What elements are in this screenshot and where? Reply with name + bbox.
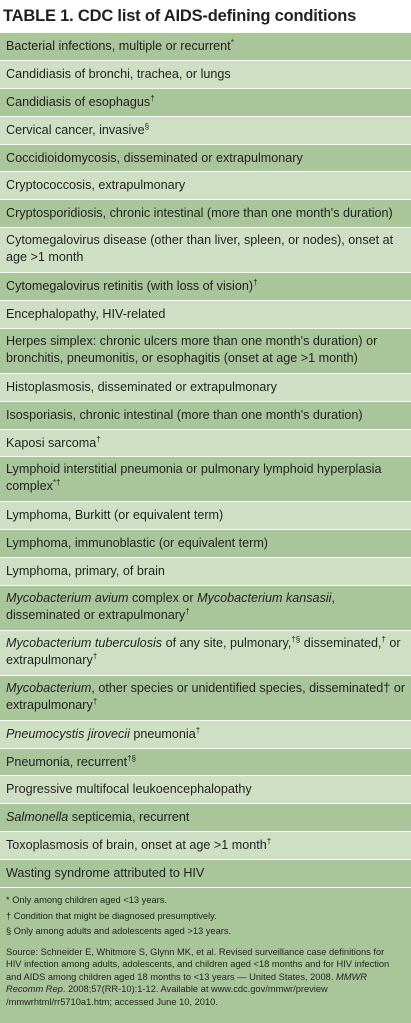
table-row	[0, 860, 411, 888]
cell-text: Salmonella	[6, 810, 69, 825]
cell-text: , other species or unidentified species, disseminated† or extrapulmonary	[6, 680, 406, 712]
table-row	[0, 804, 411, 832]
footnote-marker: §	[144, 121, 150, 131]
cell-text: Mycobacterium avium	[6, 591, 129, 606]
footnote-marker: †	[185, 606, 190, 616]
cell-text: of any site, pulmonary,	[162, 635, 292, 650]
cell-text: Mycobacterium kansasii	[197, 591, 332, 606]
footnote-adults: § Only among adults and adolescents aged >13 years.	[6, 926, 232, 937]
footnote-marker: †	[195, 725, 201, 735]
cell-text: Wasting syndrome attributed to HIV	[6, 866, 205, 881]
table-row	[0, 228, 411, 273]
footnote-children: * Only among children aged <13 years.	[6, 895, 167, 906]
cell-text: Mycobacterium	[6, 680, 92, 695]
table-row	[0, 631, 411, 676]
table-row	[0, 530, 411, 558]
table-row	[0, 832, 411, 860]
cell-text: Encephalopathy, HIV-related	[6, 307, 166, 322]
footnote-marker: †	[253, 277, 258, 287]
table-footnotes	[0, 888, 411, 1023]
conditions-table	[0, 33, 411, 888]
table-row	[0, 374, 411, 402]
cell-text: Cryptosporidiosis, chronic intestinal (more than one month's duration)	[6, 206, 393, 221]
footnote-presumptive: † Condition that might be diagnosed presumptively.	[6, 910, 217, 921]
table-row	[0, 301, 411, 329]
cell-text: Coccidioidomycosis, disseminated or extrapulmonary	[6, 150, 303, 165]
cell-text: septicemia, recurrent	[68, 810, 190, 825]
table-row	[0, 749, 411, 777]
cell-text: Pneumocystis jirovecii	[6, 726, 130, 741]
cell-text: Lymphoma, immunoblastic (or equivalent term)	[6, 536, 269, 551]
source-citation	[6, 946, 401, 1009]
table-row	[0, 145, 411, 173]
table-row	[0, 329, 411, 374]
cell-text: Cytomegalovirus retinitis (with loss of vision)	[6, 279, 254, 294]
table-row	[0, 721, 411, 749]
table-row	[0, 676, 411, 721]
cell-text: Mycobacterium tuberculosis	[6, 635, 163, 650]
cell-text: disseminated,	[300, 635, 382, 650]
table-row	[0, 457, 411, 502]
cell-text: or extrapulmonary	[6, 635, 401, 667]
table-row	[0, 558, 411, 586]
footnote-marker: †	[381, 634, 386, 644]
cell-text: Candidiasis of esophagus	[6, 94, 151, 109]
cell-text: Cervical cancer, invasive	[6, 122, 145, 137]
cell-text: Toxoplasmosis of brain, onset at age >1 month	[6, 838, 267, 853]
cell-text: , disseminated or extrapulmonary	[6, 591, 335, 623]
cell-text: Pneumonia, recurrent	[6, 754, 128, 769]
footnote-marker: *	[230, 37, 234, 47]
cell-text: Isosporiasis, chronic intestinal (more than one month's duration)	[6, 407, 363, 422]
cell-text: Lymphoid interstitial pneumonia or pulmonary lymphoid hyperplasia complex	[6, 462, 382, 494]
table-row	[0, 586, 411, 631]
table-row	[0, 172, 411, 200]
cell-text: Histoplasmosis, disseminated or extrapulmonary	[6, 379, 277, 394]
table-row	[0, 33, 411, 61]
cell-text: Cryptococcosis, extrapulmonary	[6, 178, 186, 193]
table-row	[0, 61, 411, 89]
table-row	[0, 776, 411, 804]
footnote-marker: †§	[291, 634, 301, 644]
cell-text: Kaposi sarcoma	[6, 435, 97, 450]
table-row	[0, 89, 411, 117]
cell-text: MMWR Recomm Rep	[6, 971, 367, 995]
footnote-marker: †	[92, 696, 98, 706]
footnote-marker: †	[92, 651, 98, 661]
cell-text: Cytomegalovirus disease (other than liver, spleen, or nodes), onset at age >1 month	[6, 233, 394, 265]
table-row	[0, 402, 411, 430]
cell-text: Candidiasis of bronchi, trachea, or lungs	[6, 66, 231, 81]
cell-text: pneumonia	[129, 726, 196, 741]
table-row	[0, 273, 411, 301]
footnote-marker: †	[96, 434, 101, 444]
table-row	[0, 502, 411, 530]
table-row	[0, 200, 411, 228]
table-row	[0, 117, 411, 145]
cell-text: Herpes simplex: chronic ulcers more than one month's duration) or bronchitis, pneumonitis, or esophagitis (onset at age >1 month)	[6, 333, 378, 365]
footnote-marker: †§	[127, 753, 137, 763]
cell-text: Lymphoma, primary, of brain	[6, 564, 165, 579]
cell-text: Bacterial infections, multiple or recurrent	[6, 39, 231, 53]
footnote-marker: †	[266, 837, 272, 847]
table-row	[0, 430, 411, 458]
table-title: TABLE 1. CDC list of AIDS-defining conditions	[3, 7, 357, 25]
footnote-marker: *†	[52, 478, 61, 488]
cell-text: . 2008;57(RR-10):1-12. Available at www.cdc.gov/mmwr/preview /mmwrhtml/rr5710a1.htm; accessed June 10, 2010.	[6, 984, 328, 1007]
cell-text: Source: Schneider E, Whitmore S, Glynn MK, et al. Revised surveillance case definitions for HIV infection among adults, adolescents, and children aged <18 months and for HIV infection and AIDS among children aged 18 months to <13 years — United States, 2008.	[6, 946, 390, 982]
cell-text: Progressive multifocal leukoencephalopathy	[6, 782, 252, 797]
footnote-marker: †	[150, 93, 155, 103]
cell-text: Lymphoma, Burkitt (or equivalent term)	[6, 508, 224, 523]
cell-text: complex or	[128, 591, 198, 606]
